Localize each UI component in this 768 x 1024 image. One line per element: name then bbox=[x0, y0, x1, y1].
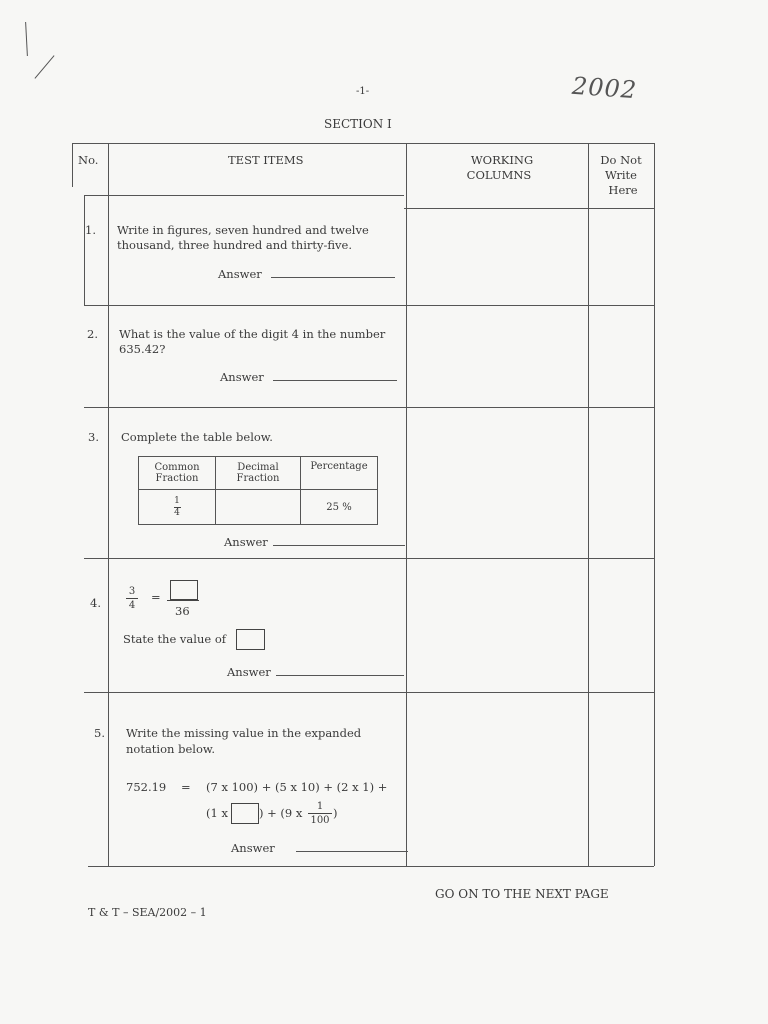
q1-number: 1. bbox=[85, 223, 96, 237]
q5-answer-line[interactable] bbox=[296, 841, 408, 852]
q1-answer[interactable] bbox=[218, 267, 395, 282]
q2-line2: 635.42? bbox=[119, 342, 166, 356]
q5-equals: = bbox=[181, 780, 191, 794]
q4-number: 4. bbox=[90, 596, 101, 610]
q4-prompt: State the value of bbox=[123, 632, 227, 646]
q5-expr1: (7 x 100) + (5 x 10) + (2 x 1) + bbox=[206, 780, 388, 794]
answer-label: Answer bbox=[227, 665, 271, 679]
q1-line1: Write in figures, seven hundred and twelve bbox=[117, 223, 369, 237]
q3-prompt: Complete the table below. bbox=[121, 430, 273, 444]
q5-missing-value-box[interactable] bbox=[231, 803, 259, 824]
header-test-items: TEST ITEMS bbox=[228, 153, 304, 167]
section-title: SECTION I bbox=[324, 117, 392, 131]
scan-mark bbox=[25, 22, 28, 56]
q3-number: 3. bbox=[88, 430, 99, 444]
q4-answer[interactable] bbox=[227, 665, 404, 680]
col-decimal-fraction: Decimal Fraction bbox=[216, 457, 301, 490]
q5-answer[interactable] bbox=[231, 841, 408, 856]
q5-fraction: 1 100 bbox=[308, 801, 332, 826]
q4-fraction-bar bbox=[167, 600, 199, 601]
answer-label: Answer bbox=[224, 535, 268, 549]
q4-numerator-box[interactable] bbox=[170, 580, 198, 600]
cell-decimal-fraction[interactable] bbox=[216, 490, 301, 525]
answer-label: Answer bbox=[220, 370, 264, 384]
q5-expr2-c: ) bbox=[333, 806, 338, 820]
q3-answer[interactable] bbox=[224, 535, 405, 550]
cell-common-fraction[interactable] bbox=[139, 490, 216, 525]
q5-lhs: 752.19 bbox=[126, 780, 167, 794]
frac-den: 4 bbox=[174, 507, 180, 518]
q5-number: 5. bbox=[94, 726, 105, 740]
header-no: No. bbox=[78, 153, 99, 167]
q1-line2: thousand, three hundred and thirty-five. bbox=[117, 238, 353, 252]
q5-expr2-b: ) + (9 x bbox=[259, 806, 303, 820]
q5-expr2-a: (1 x bbox=[206, 806, 228, 820]
q2-line1: What is the value of the digit 4 in the number bbox=[119, 327, 386, 341]
footer-next-page: GO ON TO THE NEXT PAGE bbox=[435, 887, 609, 901]
q4-answer-line[interactable] bbox=[276, 665, 404, 676]
scan-mark bbox=[34, 55, 54, 79]
answer-label: Answer bbox=[218, 267, 262, 281]
q3-answer-line[interactable] bbox=[273, 535, 405, 546]
q5-line2: notation below. bbox=[126, 742, 215, 756]
footer-code: T & T – SEA/2002 – 1 bbox=[88, 906, 207, 919]
page-number: -1- bbox=[356, 86, 370, 97]
q4-value-box[interactable] bbox=[236, 629, 265, 650]
fraction-table bbox=[138, 456, 378, 525]
header-working-1: WORKING bbox=[470, 153, 534, 167]
q4-denominator: 36 bbox=[175, 604, 190, 618]
q2-answer[interactable] bbox=[220, 370, 397, 385]
q4-equals: = bbox=[151, 590, 161, 604]
col-common-fraction: Common Fraction bbox=[139, 457, 216, 490]
q2-answer-line[interactable] bbox=[273, 370, 397, 381]
q2-number: 2. bbox=[87, 327, 98, 341]
handwritten-year: 2002 bbox=[571, 71, 638, 105]
answer-label: Answer bbox=[231, 841, 275, 855]
q5-line1: Write the missing value in the expanded bbox=[126, 726, 362, 740]
cell-percentage: 25 % bbox=[301, 490, 378, 525]
frac-num: 1 bbox=[174, 495, 180, 506]
col-percentage: Percentage bbox=[301, 457, 378, 490]
q4-fraction: 3 4 bbox=[126, 586, 138, 611]
header-dnw-3: Here bbox=[608, 183, 638, 197]
header-dnw-2: Write bbox=[605, 168, 637, 182]
header-working-2: COLUMNS bbox=[466, 168, 532, 182]
q1-answer-line[interactable] bbox=[271, 267, 395, 278]
header-dnw-1: Do Not bbox=[600, 153, 642, 167]
